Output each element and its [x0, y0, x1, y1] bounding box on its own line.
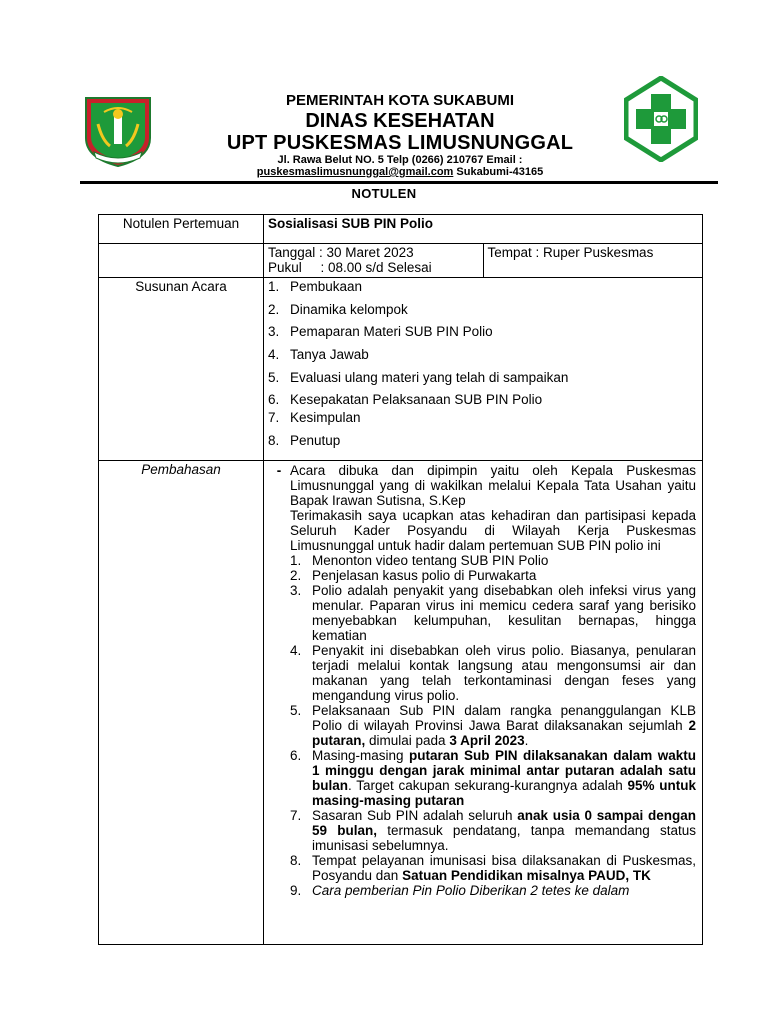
agenda-item: 5. Evaluasi ulang materi yang telah di sampaikan: [268, 369, 569, 385]
agenda-item: 7. Kesimpulan: [268, 410, 361, 426]
header-city: Sukabumi-43165: [453, 166, 544, 178]
label-discussion: Pembahasan: [99, 461, 264, 945]
header-department: DINAS KESEHATAN: [305, 110, 495, 132]
time-text: Pukul : 08.00 s/d Selesai: [268, 260, 432, 275]
agenda-item: 1. Pembukaan: [268, 279, 363, 294]
header-email-link[interactable]: puskesmaslimusnunggal@gmail.com: [256, 166, 454, 178]
meeting-title: Sosialisasi SUB PIN Polio: [264, 215, 703, 244]
minutes-table: [98, 214, 703, 945]
discussion-cell: [264, 461, 703, 945]
discussion-point: 3. Polio adalah penyakit yang disebabkan oleh infeksi virus yang menular. Paparan virus ini memicu cedera saraf yang berisiko menyebabkan kelumpuhan, kesulitan bernapas, hingga kematian: [290, 583, 696, 643]
discussion-point: 5. Pelaksanaan Sub PIN dalam rangka penanggulangan KLB Polio di wilayah Provinsi Jawa Barat dilaksanakan sejumlah 2 putaran, dimulai pada 3 April 2023.: [290, 703, 696, 748]
discussion-point: 6. Masing-masing putaran Sub PIN dilaksanakan dalam waktu 1 minggu dengan jarak minimal antar putaran adalah satu bulan. Target cakupan sekurang-kurangnya adalah 95% untuk masing-masing putaran: [290, 748, 697, 808]
discussion-body: [268, 463, 696, 898]
discussion-point: 1. Menonton video tentang SUB PIN Polio: [290, 553, 549, 568]
agenda-item: 6. Kesepakatan Pelaksanaan SUB PIN Polio: [268, 392, 543, 408]
discussion-points: [290, 553, 696, 898]
sukabumi-city-emblem-icon: [80, 94, 156, 168]
agenda-item: 2. Dinamika kelompok: [268, 301, 408, 317]
discussion-point: 2. Penjelasan kasus polio di Purwakarta: [290, 568, 537, 583]
discussion-intro-opening: Acara dibuka dan dipimpin yaitu oleh Kepala Puskesmas Limusnunggal yang di wakilkan melalui Kepala Tata Usahan yaitu Bapak Irawan Sutisna, S.Kep: [290, 463, 696, 508]
discussion-intro-thanks: Terimakasih saya ucapkan atas kehadiran dan partisipasi kepada Seluruh Kader Posyandu di Wilayah Kerja Puskesmas Limusnunggal untuk hadir dalam pertemuan SUB PIN polio ini: [290, 508, 696, 553]
agenda-item: 3. Pemaparan Materi SUB PIN Polio: [268, 324, 493, 340]
discussion-point: 7. Sasaran Sub PIN adalah seluruh anak usia 0 sampai dengan 59 bulan, termasuk pendatang, tanpa memandang status imunisasi sebelumnya.: [290, 808, 696, 853]
agenda-list: [268, 279, 698, 456]
header-divider: [80, 181, 718, 184]
header-contact: [150, 166, 650, 178]
empty-cell: [99, 244, 264, 278]
date-text: Tanggal : 30 Maret 2023: [268, 245, 414, 260]
header-government: PEMERINTAH KOTA SUKABUMI: [285, 92, 515, 109]
label-meeting: Notulen Pertemuan: [99, 215, 264, 244]
discussion-point: 4. Penyakit ini disebabkan oleh virus polio. Biasanya, penularan terjadi melalui kontak langsung atau mengonsumsi air dan makanan yang telah terkontaminasi dengan feses yang mengandung virus polio.: [290, 643, 696, 703]
document-title: NOTULEN: [351, 186, 417, 201]
discussion-point: 8. Tempat pelayanan imunisasi bisa dilaksanakan di Puskesmas, Posyandu dan Satuan Pendidikan misalnya PAUD, TK: [290, 853, 696, 883]
agenda-item: 8. Penutup: [268, 433, 341, 449]
agenda-cell: [264, 278, 703, 461]
date-time-cell: [264, 244, 484, 278]
header-institution: UPT PUSKESMAS LIMUSNUNGGAL: [226, 132, 574, 154]
header-address: Jl. Rawa Belut NO. 5 Telp (0266) 210767 Email :: [277, 154, 523, 166]
discussion-point: 9. Cara pemberian Pin Polio Diberikan 2 tetes ke dalam: [290, 883, 630, 898]
agenda-item: 4. Tanya Jawab: [268, 347, 369, 363]
bullet-dash: -: [276, 463, 282, 478]
label-agenda: Susunan Acara: [99, 278, 264, 461]
place-text: Tempat : Ruper Puskesmas: [483, 244, 703, 278]
